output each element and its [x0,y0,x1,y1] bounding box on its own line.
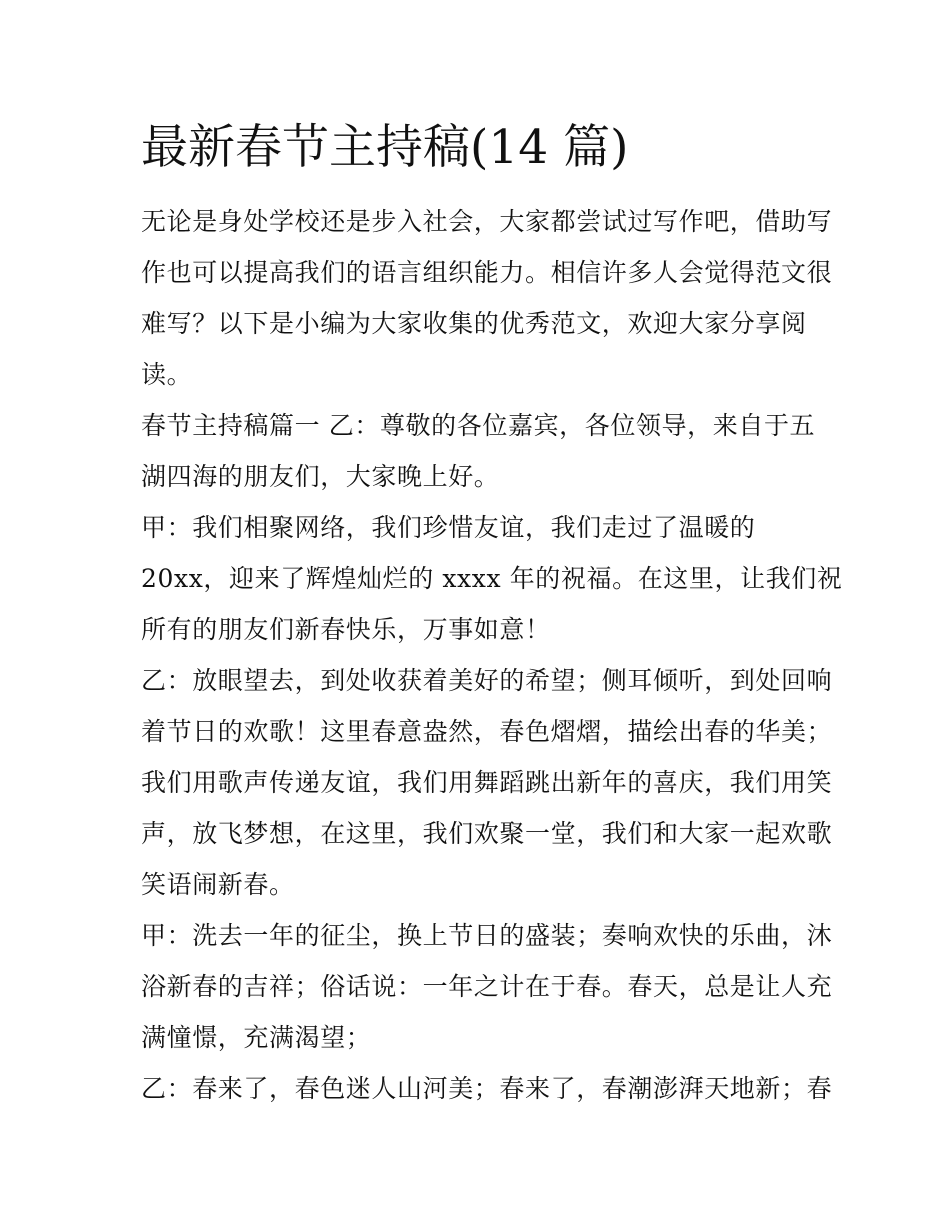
paragraph [141,1063,833,1114]
text-line: 春节主持稿篇一 乙：尊敬的各位嘉宾，各位领导，来自于五 [141,411,816,440]
text-line: 作也可以提高我们的语言组织能力。相信许多人会觉得范文很 [141,258,833,287]
text-line: 湖四海的朋友们，大家晚上好。 [141,462,500,491]
text-line: 声，放飞梦想，在这里，我们欢聚一堂，我们和大家一起欢歌 [141,819,833,848]
paragraph [141,400,816,502]
paragraph [141,655,833,910]
text-line: 乙：春来了，春色迷人山河美；春来了，春潮澎湃天地新；春 [141,1074,833,1103]
text-line: 难写？以下是小编为大家收集的优秀范文，欢迎大家分享阅 [141,309,807,338]
text-line: 满憧憬，充满渴望； [141,1023,372,1052]
text-line: 我们用歌声传递友谊，我们用舞蹈跳出新年的喜庆，我们用笑 [141,768,833,797]
paragraph [141,502,843,655]
text-line: 甲：我们相聚网络，我们珍惜友谊，我们走过了温暖的 [141,513,756,542]
text-line: 无论是身处学校还是步入社会，大家都尝试过写作吧，借助写 [141,207,833,236]
document-page [141,112,843,1114]
text-line: 读。 [141,360,193,389]
text-line: 所有的朋友们新春快乐，万事如意！ [141,615,551,644]
paragraph [141,910,833,1063]
document-title: 最新春节主持稿(14 篇) [141,120,629,175]
text-line: 甲：洗去一年的征尘，换上节日的盛装；奏响欢快的乐曲，沐 [141,921,833,950]
text-line: 乙：放眼望去，到处收获着美好的希望；侧耳倾听，到处回响 [141,666,833,695]
text-line: 20xx，迎来了辉煌灿烂的 xxxx 年的祝福。在这里，让我们祝 [141,564,843,593]
document-body [141,196,843,1114]
text-line: 笑语闹新春。 [141,870,295,899]
text-line: 着节日的欢歌！这里春意盎然，春色熠熠，描绘出春的华美； [141,717,833,746]
paragraph [141,196,833,400]
text-line: 浴新春的吉祥；俗话说：一年之计在于春。春天，总是让人充 [141,972,833,1001]
